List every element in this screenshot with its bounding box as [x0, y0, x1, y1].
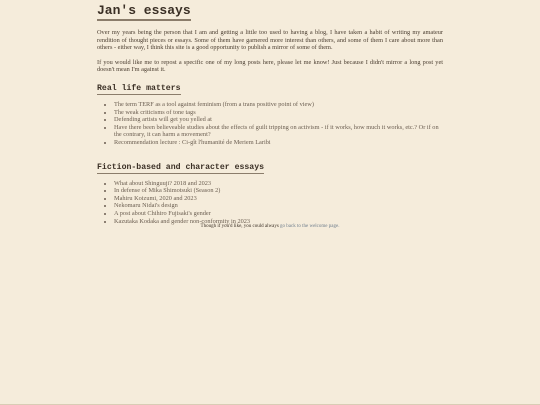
page-title: Jan's essays: [97, 3, 191, 21]
content: [97, 0, 443, 225]
essay-link[interactable]: The weak criticisms of tone tags: [114, 108, 196, 116]
essay-link[interactable]: Nekomaru Nidai's design: [114, 202, 178, 210]
list-item: [114, 210, 443, 218]
essay-link[interactable]: Defending artists will get you yelled at: [114, 116, 212, 124]
list-item: [114, 195, 443, 203]
list-item: [114, 116, 443, 124]
footer: [0, 224, 540, 230]
essay-link[interactable]: The term TERF as a tool against feminism (from a trans positive point of view): [114, 100, 314, 108]
list-item: [114, 124, 443, 139]
list-item: [114, 139, 443, 147]
list-item: [114, 109, 443, 117]
welcome-page-link[interactable]: go back to the welcome page.: [280, 224, 340, 229]
essay-link[interactable]: In defense of Mika Shimotsuki (Season 2): [114, 187, 221, 195]
essay-link[interactable]: What about Shinguuji? 2018 and 2023: [114, 179, 212, 187]
footer-text: Though if you'd like, you could always: [200, 224, 279, 229]
essay-link[interactable]: A post about Chihiro Fujisaki's gender: [114, 209, 211, 217]
intro-paragraph: Over my years being the person that I am and getting a little too used to having a blog, I have taken a habit of writing my amateur rendition of thought pieces or essays. Some of them have garnered more interest than others, and some of them I care about more than others - either way, I think this site is a good opportunity to publish a mirror of some of them.: [97, 29, 443, 52]
fiction-list: [97, 180, 443, 226]
list-item: [114, 101, 443, 109]
real-life-list: [97, 101, 443, 147]
essay-link[interactable]: Kazutaka Kodaka and gender non-conformity in 2023: [114, 217, 251, 225]
essay-link[interactable]: Mahiru Koizumi, 2020 and 2023: [114, 194, 197, 202]
request-paragraph: If you would like me to repost a specific one of my long posts here, please let me know! Just because I didn't mirror a long post yet doesn't mean I'm against it.: [97, 58, 443, 74]
list-item: [114, 187, 443, 195]
list-item: [114, 180, 443, 188]
list-item: [114, 202, 443, 210]
section-heading-real-life: Real life matters: [97, 83, 181, 93]
section-heading-fiction: Fiction-based and character essays: [97, 162, 265, 172]
essay-link[interactable]: Have there been believeable studies about the effects of guilt tripping on activism - if it works, how much it works, etc.? Or if on the contrary, it can harm a movement?: [114, 123, 439, 139]
essay-link[interactable]: Recommendation lecture : Ci-gît l'humanité de Meriem Laribi: [114, 138, 271, 146]
